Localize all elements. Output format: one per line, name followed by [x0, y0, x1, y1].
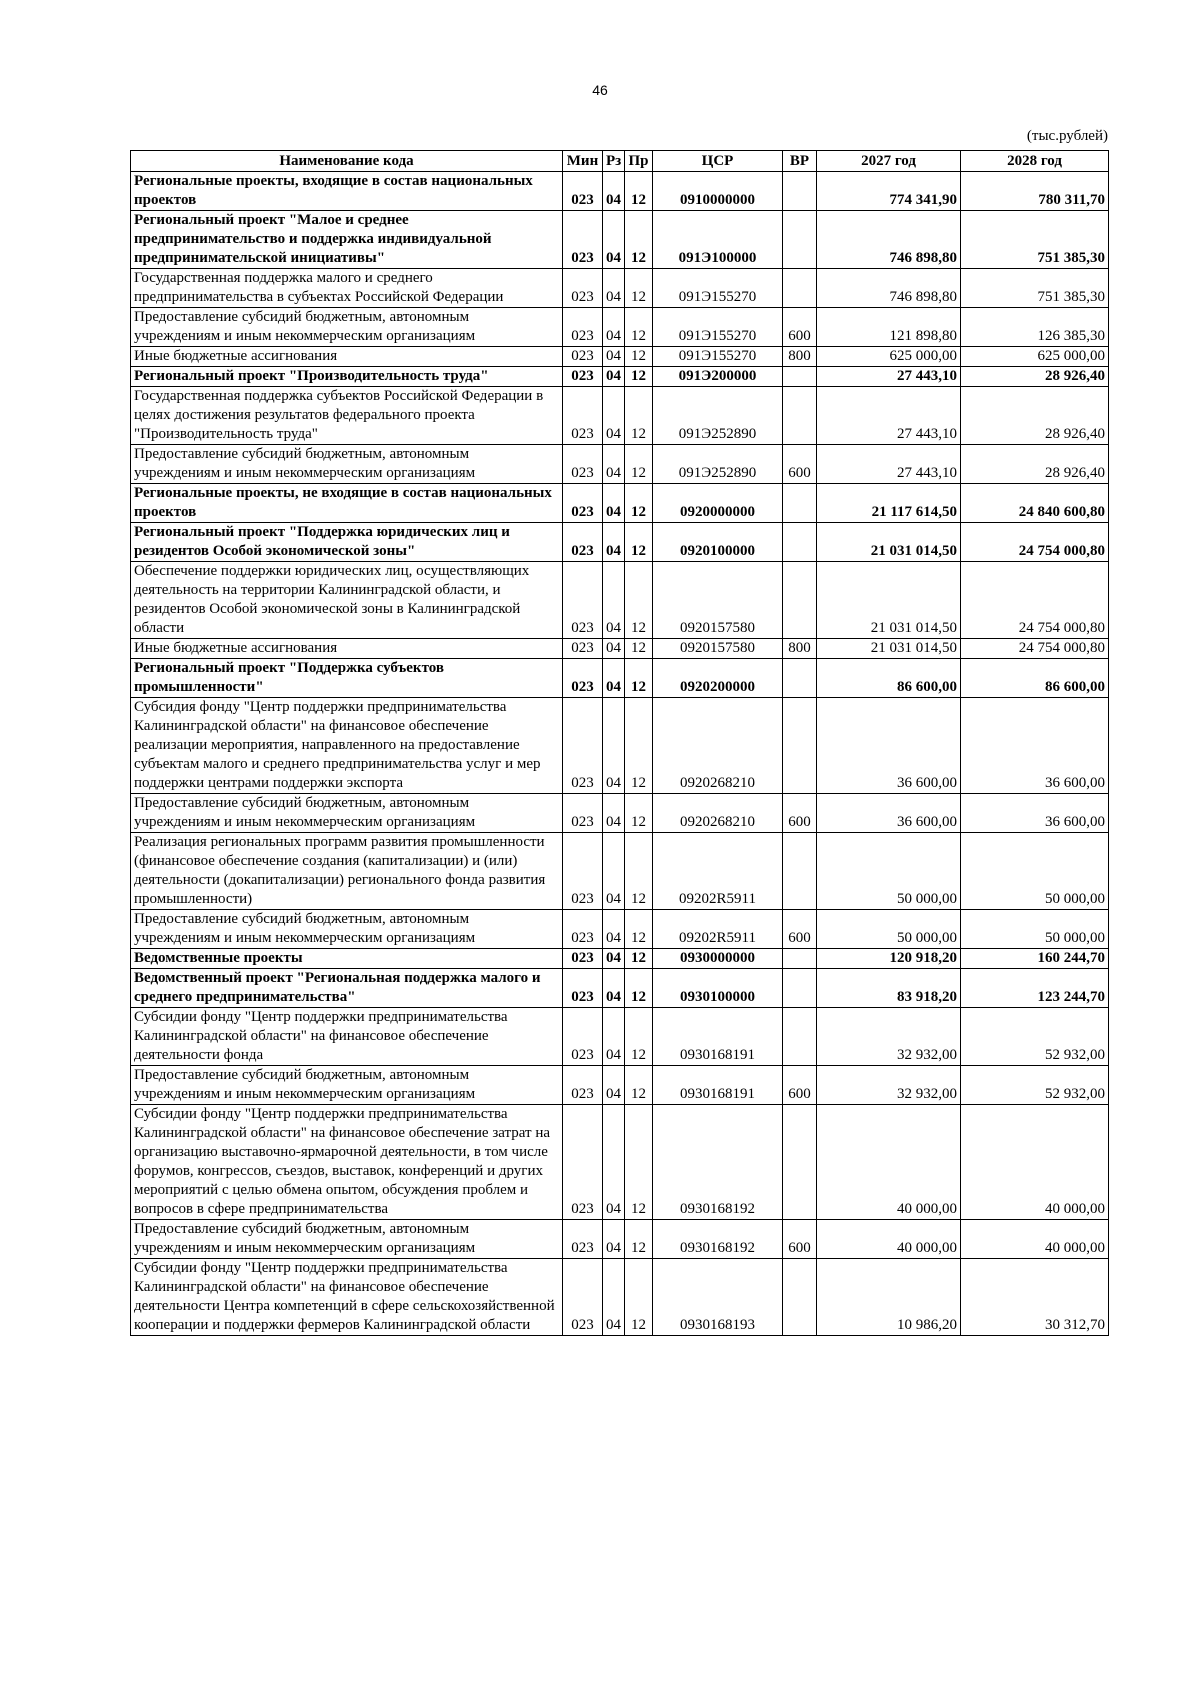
row-vr [783, 659, 817, 698]
row-amount-2027: 40 000,00 [817, 1220, 961, 1259]
row-amount-2028: 625 000,00 [961, 347, 1109, 367]
row-pr: 12 [625, 698, 653, 794]
table-row [131, 269, 1109, 308]
row-min: 023 [563, 969, 603, 1008]
row-rz: 04 [603, 562, 625, 639]
row-amount-2027: 27 443,10 [817, 387, 961, 445]
row-min: 023 [563, 347, 603, 367]
row-min: 023 [563, 367, 603, 387]
row-vr: 600 [783, 308, 817, 347]
row-amount-2028: 52 932,00 [961, 1066, 1109, 1105]
table-row [131, 659, 1109, 698]
header-vr: ВР [783, 151, 817, 172]
row-pr: 12 [625, 949, 653, 969]
row-amount-2027: 21 031 014,50 [817, 562, 961, 639]
row-name: Предоставление субсидий бюджетным, автономным учреждениям и иным некоммерческим организациям [131, 910, 563, 949]
row-amount-2028: 86 600,00 [961, 659, 1109, 698]
row-vr: 600 [783, 1066, 817, 1105]
row-name: Обеспечение поддержки юридических лиц, осуществляющих деятельность на территории Калининградской области, и резидентов Особой экономической зоны в Калининградской области [131, 562, 563, 639]
row-min: 023 [563, 211, 603, 269]
table-row [131, 639, 1109, 659]
row-name: Субсидии фонду "Центр поддержки предпринимательства Калининградской области" на финансовое обеспечение затрат на организацию выставочно-ярмарочной деятельности, в том числе форумов, конгрессов, съездов, выставок, конференций и других мероприятий с целью обмена опытом, обсуждения проблем и вопросов в сфере предпринимательства [131, 1105, 563, 1220]
row-amount-2027: 27 443,10 [817, 445, 961, 484]
row-rz: 04 [603, 910, 625, 949]
row-name: Ведомственный проект "Региональная поддержка малого и среднего предпринимательства" [131, 969, 563, 1008]
row-amount-2027: 36 600,00 [817, 698, 961, 794]
row-pr: 12 [625, 659, 653, 698]
row-rz: 04 [603, 523, 625, 562]
row-csr: 091Э155270 [653, 308, 783, 347]
header-name: Наименование кода [131, 151, 563, 172]
row-csr: 0920000000 [653, 484, 783, 523]
row-pr: 12 [625, 1259, 653, 1336]
row-csr: 091Э200000 [653, 367, 783, 387]
row-name: Государственная поддержка малого и среднего предпринимательства в субъектах Российской Федерации [131, 269, 563, 308]
row-rz: 04 [603, 969, 625, 1008]
row-vr: 600 [783, 910, 817, 949]
row-amount-2028: 28 926,40 [961, 445, 1109, 484]
row-rz: 04 [603, 172, 625, 211]
row-vr [783, 367, 817, 387]
row-csr: 0930168193 [653, 1259, 783, 1336]
row-min: 023 [563, 833, 603, 910]
row-pr: 12 [625, 387, 653, 445]
row-amount-2027: 32 932,00 [817, 1008, 961, 1066]
row-vr [783, 387, 817, 445]
row-rz: 04 [603, 484, 625, 523]
row-pr: 12 [625, 1105, 653, 1220]
row-pr: 12 [625, 833, 653, 910]
row-rz: 04 [603, 639, 625, 659]
row-name: Предоставление субсидий бюджетным, автономным учреждениям и иным некоммерческим организациям [131, 445, 563, 484]
row-amount-2027: 50 000,00 [817, 910, 961, 949]
row-csr: 0920268210 [653, 794, 783, 833]
table-row [131, 308, 1109, 347]
header-csr: ЦСР [653, 151, 783, 172]
table-row [131, 698, 1109, 794]
row-vr [783, 698, 817, 794]
row-min: 023 [563, 1008, 603, 1066]
row-rz: 04 [603, 211, 625, 269]
row-vr: 800 [783, 347, 817, 367]
row-rz: 04 [603, 949, 625, 969]
row-pr: 12 [625, 1220, 653, 1259]
row-pr: 12 [625, 172, 653, 211]
row-rz: 04 [603, 269, 625, 308]
row-amount-2027: 10 986,20 [817, 1259, 961, 1336]
table-row [131, 1066, 1109, 1105]
row-min: 023 [563, 1066, 603, 1105]
budget-table [130, 150, 1109, 1336]
row-rz: 04 [603, 1259, 625, 1336]
row-amount-2027: 86 600,00 [817, 659, 961, 698]
table-row [131, 484, 1109, 523]
row-amount-2028: 36 600,00 [961, 794, 1109, 833]
row-pr: 12 [625, 1066, 653, 1105]
row-pr: 12 [625, 794, 653, 833]
row-min: 023 [563, 269, 603, 308]
row-amount-2028: 36 600,00 [961, 698, 1109, 794]
row-name: Региональный проект "Поддержка юридических лиц и резидентов Особой экономической зоны" [131, 523, 563, 562]
row-amount-2028: 28 926,40 [961, 387, 1109, 445]
row-rz: 04 [603, 1066, 625, 1105]
table-row [131, 1220, 1109, 1259]
row-csr: 09202R5911 [653, 910, 783, 949]
row-vr [783, 833, 817, 910]
row-amount-2027: 746 898,80 [817, 211, 961, 269]
row-pr: 12 [625, 347, 653, 367]
row-amount-2028: 24 754 000,80 [961, 523, 1109, 562]
header-min: Мин [563, 151, 603, 172]
row-min: 023 [563, 639, 603, 659]
row-vr: 600 [783, 794, 817, 833]
row-amount-2028: 40 000,00 [961, 1220, 1109, 1259]
row-min: 023 [563, 387, 603, 445]
row-amount-2027: 40 000,00 [817, 1105, 961, 1220]
row-csr: 0920268210 [653, 698, 783, 794]
row-amount-2027: 83 918,20 [817, 969, 961, 1008]
row-min: 023 [563, 1105, 603, 1220]
row-min: 023 [563, 698, 603, 794]
row-pr: 12 [625, 969, 653, 1008]
row-csr: 0930168192 [653, 1220, 783, 1259]
row-vr [783, 269, 817, 308]
row-min: 023 [563, 1259, 603, 1336]
row-rz: 04 [603, 1008, 625, 1066]
header-2028: 2028 год [961, 151, 1109, 172]
row-name: Реализация региональных программ развития промышленности (финансовое обеспечение создания (капитализации) и (или) деятельности (докапитализации) регионального фонда развития промышленности) [131, 833, 563, 910]
table-row [131, 562, 1109, 639]
row-vr [783, 211, 817, 269]
row-name: Региональный проект "Поддержка субъектов промышленности" [131, 659, 563, 698]
row-csr: 0930000000 [653, 949, 783, 969]
row-min: 023 [563, 308, 603, 347]
row-rz: 04 [603, 387, 625, 445]
row-csr: 0910000000 [653, 172, 783, 211]
header-pr: Пр [625, 151, 653, 172]
row-pr: 12 [625, 211, 653, 269]
row-name: Региональный проект "Производительность труда" [131, 367, 563, 387]
row-name: Предоставление субсидий бюджетным, автономным учреждениям и иным некоммерческим организациям [131, 1220, 563, 1259]
row-amount-2028: 40 000,00 [961, 1105, 1109, 1220]
header-rz: Рз [603, 151, 625, 172]
row-name: Региональный проект "Малое и среднее предпринимательство и поддержка индивидуальной предпринимательской инициативы" [131, 211, 563, 269]
row-rz: 04 [603, 833, 625, 910]
row-min: 023 [563, 794, 603, 833]
row-pr: 12 [625, 523, 653, 562]
row-name: Субсидия фонду "Центр поддержки предпринимательства Калининградской области" на финансовое обеспечение реализации мероприятия, направленного на предоставление субъектам малого и среднего предпринимательства услуг и мер поддержки центрами поддержки экспорта [131, 698, 563, 794]
table-row [131, 347, 1109, 367]
row-rz: 04 [603, 1220, 625, 1259]
table-header-row [131, 151, 1109, 172]
row-vr [783, 1105, 817, 1220]
table-body [131, 172, 1109, 1336]
table-row [131, 794, 1109, 833]
row-amount-2028: 123 244,70 [961, 969, 1109, 1008]
row-csr: 0920100000 [653, 523, 783, 562]
row-csr: 0930168191 [653, 1008, 783, 1066]
table-row [131, 445, 1109, 484]
row-name: Субсидии фонду "Центр поддержки предпринимательства Калининградской области" на финансовое обеспечение деятельности Центра компетенций в сфере сельскохозяйственной кооперации и поддержки фермеров Калининградской области [131, 1259, 563, 1336]
row-amount-2028: 780 311,70 [961, 172, 1109, 211]
row-amount-2027: 27 443,10 [817, 367, 961, 387]
row-name: Субсидии фонду "Центр поддержки предпринимательства Калининградской области" на финансовое обеспечение деятельности фонда [131, 1008, 563, 1066]
table-row [131, 387, 1109, 445]
table-row [131, 211, 1109, 269]
row-min: 023 [563, 562, 603, 639]
row-amount-2028: 30 312,70 [961, 1259, 1109, 1336]
row-pr: 12 [625, 445, 653, 484]
row-vr [783, 484, 817, 523]
row-amount-2028: 28 926,40 [961, 367, 1109, 387]
row-csr: 091Э252890 [653, 445, 783, 484]
row-vr [783, 1008, 817, 1066]
row-amount-2027: 746 898,80 [817, 269, 961, 308]
row-name: Предоставление субсидий бюджетным, автономным учреждениям и иным некоммерческим организациям [131, 308, 563, 347]
row-pr: 12 [625, 639, 653, 659]
row-amount-2028: 52 932,00 [961, 1008, 1109, 1066]
row-amount-2028: 24 840 600,80 [961, 484, 1109, 523]
row-csr: 091Э155270 [653, 347, 783, 367]
row-name: Предоставление субсидий бюджетным, автономным учреждениям и иным некоммерческим организациям [131, 794, 563, 833]
table-row [131, 172, 1109, 211]
row-pr: 12 [625, 367, 653, 387]
row-amount-2027: 774 341,90 [817, 172, 961, 211]
row-csr: 091Э100000 [653, 211, 783, 269]
row-csr: 0930100000 [653, 969, 783, 1008]
row-vr [783, 1259, 817, 1336]
row-min: 023 [563, 910, 603, 949]
row-vr: 600 [783, 1220, 817, 1259]
row-name: Иные бюджетные ассигнования [131, 639, 563, 659]
row-name: Региональные проекты, входящие в состав национальных проектов [131, 172, 563, 211]
row-pr: 12 [625, 562, 653, 639]
row-rz: 04 [603, 445, 625, 484]
row-vr [783, 172, 817, 211]
row-rz: 04 [603, 794, 625, 833]
row-vr [783, 969, 817, 1008]
row-amount-2027: 21 031 014,50 [817, 523, 961, 562]
row-min: 023 [563, 484, 603, 523]
table-row [131, 1259, 1109, 1336]
row-rz: 04 [603, 308, 625, 347]
row-min: 023 [563, 523, 603, 562]
row-rz: 04 [603, 347, 625, 367]
row-min: 023 [563, 659, 603, 698]
row-amount-2028: 751 385,30 [961, 269, 1109, 308]
row-pr: 12 [625, 269, 653, 308]
row-pr: 12 [625, 910, 653, 949]
row-csr: 0930168191 [653, 1066, 783, 1105]
row-amount-2028: 50 000,00 [961, 833, 1109, 910]
row-min: 023 [563, 1220, 603, 1259]
row-min: 023 [563, 445, 603, 484]
row-csr: 091Э252890 [653, 387, 783, 445]
row-amount-2027: 21 031 014,50 [817, 639, 961, 659]
row-csr: 0930168192 [653, 1105, 783, 1220]
row-min: 023 [563, 172, 603, 211]
row-vr [783, 562, 817, 639]
row-amount-2027: 121 898,80 [817, 308, 961, 347]
row-amount-2027: 21 117 614,50 [817, 484, 961, 523]
row-name: Предоставление субсидий бюджетным, автономным учреждениям и иным некоммерческим организациям [131, 1066, 563, 1105]
table-row [131, 969, 1109, 1008]
row-amount-2027: 50 000,00 [817, 833, 961, 910]
row-name: Ведомственные проекты [131, 949, 563, 969]
row-pr: 12 [625, 308, 653, 347]
row-amount-2028: 24 754 000,80 [961, 562, 1109, 639]
row-rz: 04 [603, 1105, 625, 1220]
row-min: 023 [563, 949, 603, 969]
row-csr: 0920157580 [653, 562, 783, 639]
row-name: Государственная поддержка субъектов Российской Федерации в целях достижения результатов федерального проекта "Производительность труда" [131, 387, 563, 445]
row-amount-2028: 24 754 000,80 [961, 639, 1109, 659]
table-row [131, 523, 1109, 562]
row-name: Иные бюджетные ассигнования [131, 347, 563, 367]
row-csr: 0920200000 [653, 659, 783, 698]
row-rz: 04 [603, 367, 625, 387]
table-row [131, 833, 1109, 910]
row-amount-2028: 126 385,30 [961, 308, 1109, 347]
row-amount-2027: 120 918,20 [817, 949, 961, 969]
row-amount-2027: 36 600,00 [817, 794, 961, 833]
row-csr: 091Э155270 [653, 269, 783, 308]
header-2027: 2027 год [817, 151, 961, 172]
row-amount-2028: 751 385,30 [961, 211, 1109, 269]
row-vr: 600 [783, 445, 817, 484]
row-pr: 12 [625, 1008, 653, 1066]
row-rz: 04 [603, 659, 625, 698]
page-number: 46 [592, 82, 608, 98]
row-amount-2027: 625 000,00 [817, 347, 961, 367]
row-amount-2028: 160 244,70 [961, 949, 1109, 969]
row-pr: 12 [625, 484, 653, 523]
table-row [131, 367, 1109, 387]
units-label: (тыс.рублей) [1026, 128, 1108, 144]
row-vr [783, 523, 817, 562]
row-vr: 800 [783, 639, 817, 659]
row-name: Региональные проекты, не входящие в состав национальных проектов [131, 484, 563, 523]
table-row [131, 1008, 1109, 1066]
row-amount-2027: 32 932,00 [817, 1066, 961, 1105]
row-csr: 09202R5911 [653, 833, 783, 910]
row-csr: 0920157580 [653, 639, 783, 659]
table-row [131, 1105, 1109, 1220]
row-vr [783, 949, 817, 969]
table-row [131, 910, 1109, 949]
table-row [131, 949, 1109, 969]
row-rz: 04 [603, 698, 625, 794]
row-amount-2028: 50 000,00 [961, 910, 1109, 949]
